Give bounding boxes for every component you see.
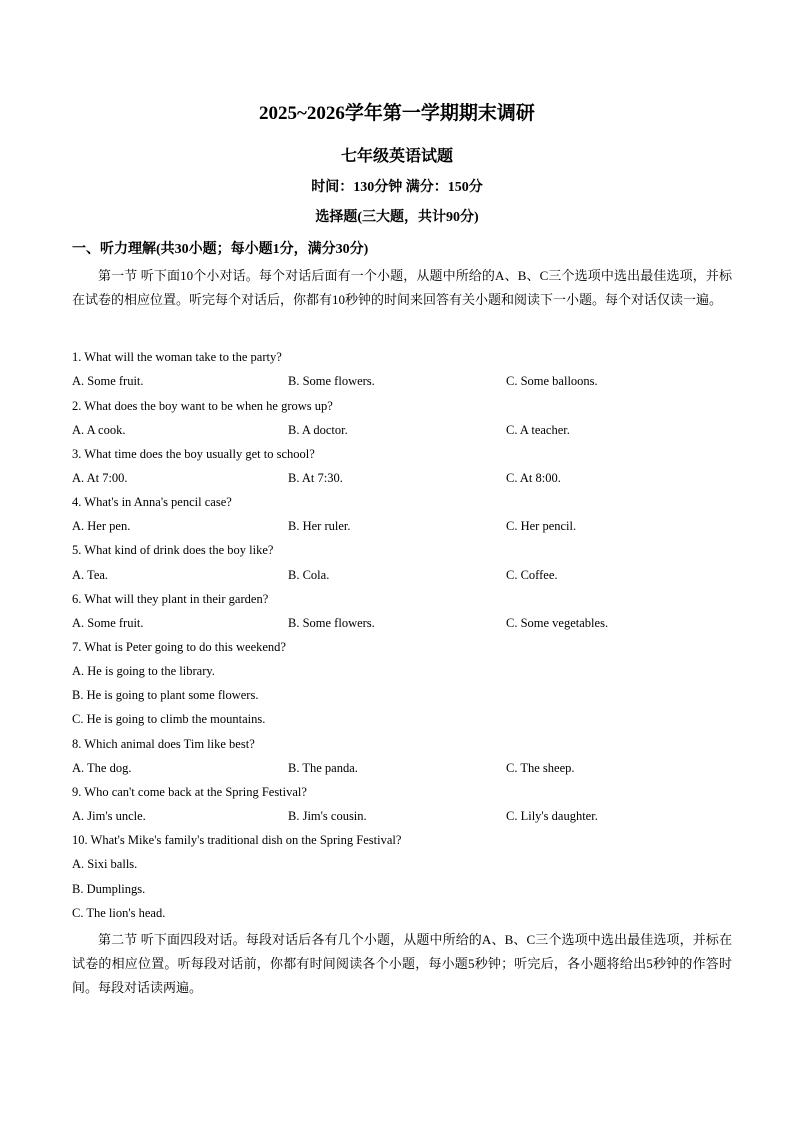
q8-option-b: B. The panda.	[288, 761, 358, 775]
part1-instructions: 第一节 听下面10个小对话。每个对话后面有一个小题，从题中所给的A、B、C三个选项中选出最佳选项，并标在试卷的相应位置。听完每个对话后，你都有10秒钟的时间来回答有关小题和阅读下一小题。每个对话仅读一遍。	[72, 268, 732, 307]
part-info: 选择题(三大题，共计90分)	[315, 210, 479, 225]
q5-option-c: C. Coffee.	[506, 568, 558, 582]
question-9: 9. Who can't come back at the Spring Festival?	[72, 785, 307, 799]
q5-option-a: A. Tea.	[72, 568, 109, 582]
q9-option-b: B. Jim's cousin.	[288, 809, 367, 823]
q9-option-c: C. Lily's daughter.	[506, 809, 598, 823]
question-5: 5. What kind of drink does the boy like?	[72, 543, 274, 557]
q1-option-c: C. Some balloons.	[506, 374, 598, 388]
question-4: 4. What's in Anna's pencil case?	[72, 495, 232, 509]
q1-option-b: B. Some flowers.	[288, 374, 375, 388]
q4-option-a: A. Her pen.	[72, 519, 131, 533]
q4-option-b: B. Her ruler.	[288, 519, 351, 533]
q4-option-c: C. Her pencil.	[506, 519, 577, 533]
section-heading: 一、听力理解(共30小题；每小题1分，满分30分)	[72, 242, 369, 257]
q7-option-a: A. He is going to the library.	[72, 664, 215, 678]
question-7: 7. What is Peter going to do this weekend?	[72, 640, 286, 654]
q3-option-a: A. At 7:00.	[72, 471, 128, 485]
q6-option-b: B. Some flowers.	[288, 616, 375, 630]
q8-option-a: A. The dog.	[72, 761, 132, 775]
part2-instructions: 第二节 听下面四段对话。每段对话后各有几个小题，从题中所给的A、B、C三个选项中选出最佳选项，并标在试卷的相应位置。听每段对话前，你都有时间阅读各个小题，每小题5秒钟；听完后，各小题将给出5秒钟的作答时间。每段对话读两遍。	[72, 932, 732, 995]
q7-option-b: B. He is going to plant some flowers.	[72, 688, 259, 702]
question-1: 1. What will the woman take to the party?	[72, 350, 282, 364]
q1-option-a: A. Some fruit.	[72, 374, 144, 388]
q2-option-a: A. A cook.	[72, 423, 126, 437]
question-3: 3. What time does the boy usually get to school?	[72, 447, 315, 461]
question-6: 6. What will they plant in their garden?	[72, 592, 269, 606]
question-2: 2. What does the boy want to be when he grows up?	[72, 399, 333, 413]
q8-option-c: C. The sheep.	[506, 761, 575, 775]
q10-option-b: B. Dumplings.	[72, 882, 146, 896]
q6-option-c: C. Some vegetables.	[506, 616, 609, 630]
exam-title: 2025~2026学年第一学期期末调研	[259, 103, 535, 124]
q6-option-a: A. Some fruit.	[72, 616, 144, 630]
q2-option-c: C. A teacher.	[506, 423, 570, 437]
q3-option-b: B. At 7:30.	[288, 471, 343, 485]
q10-option-a: A. Sixi balls.	[72, 857, 138, 871]
question-10: 10. What's Mike's family's traditional dish on the Spring Festival?	[72, 833, 402, 847]
q5-option-b: B. Cola.	[288, 568, 330, 582]
q7-option-c: C. He is going to climb the mountains.	[72, 712, 266, 726]
q3-option-c: C. At 8:00.	[506, 471, 561, 485]
q2-option-b: B. A doctor.	[288, 423, 348, 437]
q9-option-a: A. Jim's uncle.	[72, 809, 146, 823]
question-8: 8. Which animal does Tim like best?	[72, 737, 255, 751]
q10-option-c: C. The lion's head.	[72, 906, 166, 920]
exam-subtitle: 七年级英语试题	[340, 148, 453, 165]
time-info: 时间：130分钟 满分：150分	[311, 180, 483, 195]
